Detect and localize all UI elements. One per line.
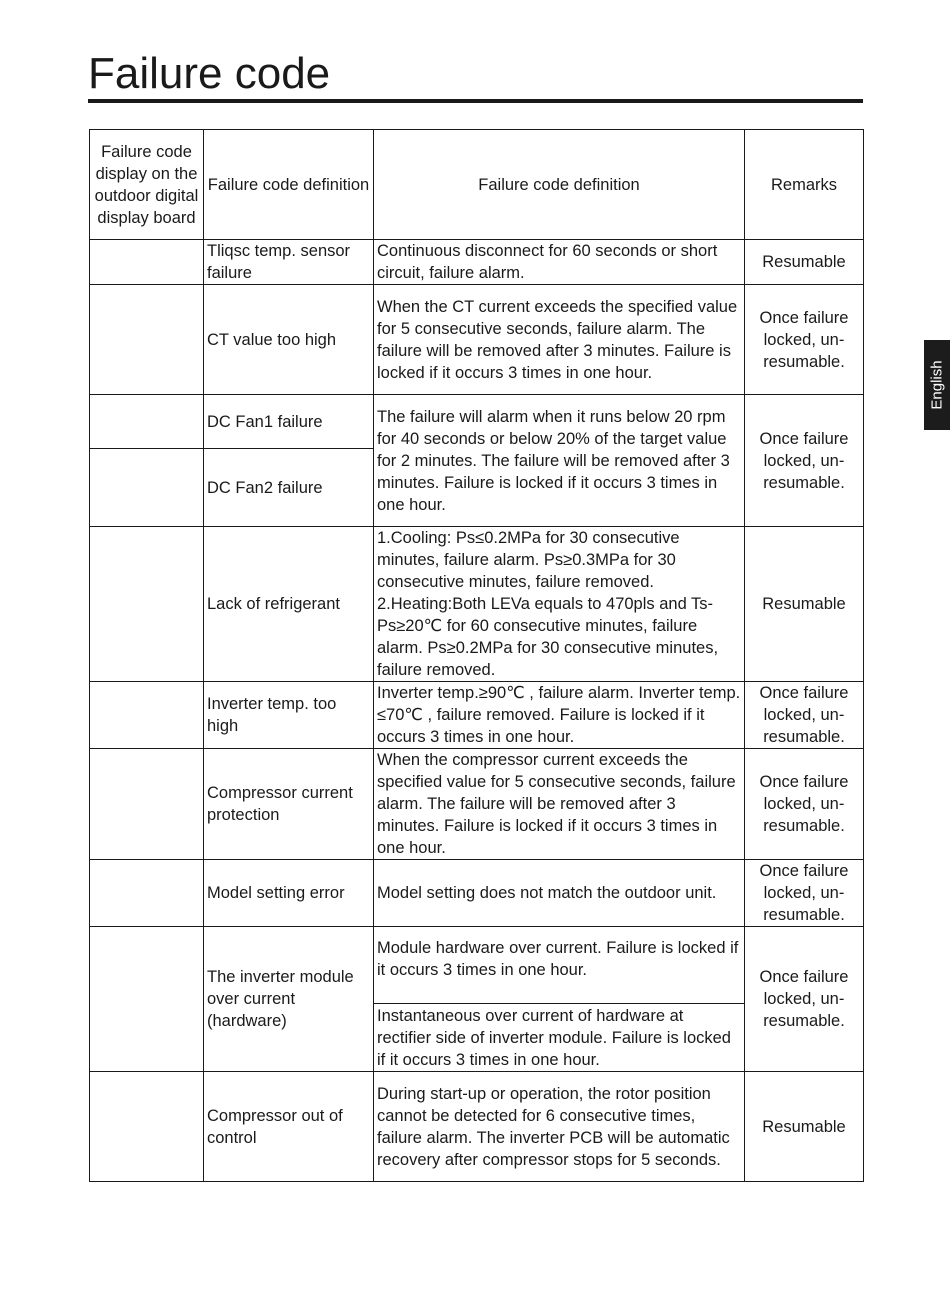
header-code-definition: Failure code definition (374, 130, 745, 240)
remarks-cell: Once failure locked, un-resumable. (745, 749, 864, 860)
failure-definition-cell: During start-up or operation, the rotor position cannot be detected for 6 consecutive times, failure alarm. The inverter PCB will be automatic recovery after compressor stops for 5 seconds. (374, 1072, 745, 1182)
display-code-cell (90, 860, 204, 927)
failure-definition-cell: Instantaneous over current of hardware at rectifier side of inverter module. Failure is locked if it occurs 3 times in one hour. (374, 1004, 745, 1072)
display-code-cell (90, 682, 204, 749)
language-tab-label: English (928, 360, 946, 410)
table-row (90, 860, 864, 927)
title-divider (88, 99, 863, 103)
remarks-cell: Once failure locked, un-resumable. (745, 860, 864, 927)
page-title: Failure code (88, 49, 331, 98)
remarks-cell: Resumable (745, 527, 864, 682)
display-code-cell (90, 749, 204, 860)
failure-code-table (89, 129, 864, 1182)
failure-definition-cell: Inverter temp.≥90℃ , failure alarm. Inverter temp. ≤70℃ , failure removed. Failure is locked if it occurs 3 times in one hour. (374, 682, 745, 749)
failure-name-cell: Compressor out of control (204, 1072, 374, 1182)
table-row (90, 285, 864, 395)
display-code-cell (90, 240, 204, 285)
cooling-condition-text: 1.Cooling: Ps≤0.2MPa for 30 consecutive minutes, failure alarm. Ps≥0.3MPa for 30 consecutive minutes, failure removed. (377, 529, 680, 591)
table-row (90, 682, 864, 749)
table-row (90, 1072, 864, 1182)
header-code-name: Failure code definition (204, 130, 374, 240)
failure-name-cell: DC Fan1 failure (204, 395, 374, 449)
definition-spacer (377, 981, 741, 993)
failure-name-cell: Inverter temp. too high (204, 682, 374, 749)
language-tab (924, 340, 950, 430)
failure-definition-cell (374, 927, 745, 1004)
display-code-cell (90, 449, 204, 527)
table-row (90, 927, 864, 1004)
failure-name-cell: DC Fan2 failure (204, 449, 374, 527)
remarks-cell: Once failure locked, un-resumable. (745, 285, 864, 395)
table-row (90, 749, 864, 860)
failure-name-cell: Lack of refrigerant (204, 527, 374, 682)
header-display-code: Failure code display on the outdoor digital display board (90, 130, 204, 240)
display-code-cell (90, 395, 204, 449)
header-remarks: Remarks (745, 130, 864, 240)
table-row (90, 527, 864, 682)
table-row (90, 240, 864, 285)
heating-condition-text: 2.Heating:Both LEVa equals to 470pls and Ts-Ps≥20℃ for 60 consecutive minutes, failure alarm. Ps≥0.2MPa for 30 consecutive minutes, failure removed. (377, 595, 719, 679)
table-row (90, 395, 864, 449)
failure-name-cell: The inverter module over current (hardware) (204, 927, 374, 1072)
display-code-cell (90, 285, 204, 395)
failure-definition-cell: When the compressor current exceeds the specified value for 5 consecutive seconds, failure alarm. The failure will be removed after 3 minutes. Failure is locked if it occurs 3 times in one hour. (374, 749, 745, 860)
remarks-cell: Resumable (745, 1072, 864, 1182)
remarks-cell: Once failure locked, un-resumable. (745, 395, 864, 527)
display-code-cell (90, 927, 204, 1072)
display-code-cell (90, 527, 204, 682)
failure-definition-cell (374, 527, 745, 682)
failure-definition-cell: Continuous disconnect for 60 seconds or short circuit, failure alarm. (374, 240, 745, 285)
failure-definition-cell: The failure will alarm when it runs below 20 rpm for 40 seconds or below 20% of the target value for 2 minutes. The failure will be removed after 3 minutes. Failure is locked if it occurs 3 times in one hour. (374, 395, 745, 527)
failure-definition-cell: When the CT current exceeds the specified value for 5 consecutive seconds, failure alarm. The failure will be removed after 3 minutes. Failure is locked if it occurs 3 times in one hour. (374, 285, 745, 395)
remarks-cell: Once failure locked, un-resumable. (745, 682, 864, 749)
failure-name-cell: Compressor current protection (204, 749, 374, 860)
failure-definition-cell: Model setting does not match the outdoor unit. (374, 860, 745, 927)
failure-name-cell: Model setting error (204, 860, 374, 927)
table-header-row (90, 130, 864, 240)
module-overcurrent-text: Module hardware over current. Failure is locked if it occurs 3 times in one hour. (377, 939, 739, 979)
display-code-cell (90, 1072, 204, 1182)
failure-name-cell: CT value too high (204, 285, 374, 395)
failure-name-cell: Tliqsc temp. sensor failure (204, 240, 374, 285)
remarks-cell: Once failure locked, un-resumable. (745, 927, 864, 1072)
remarks-cell: Resumable (745, 240, 864, 285)
